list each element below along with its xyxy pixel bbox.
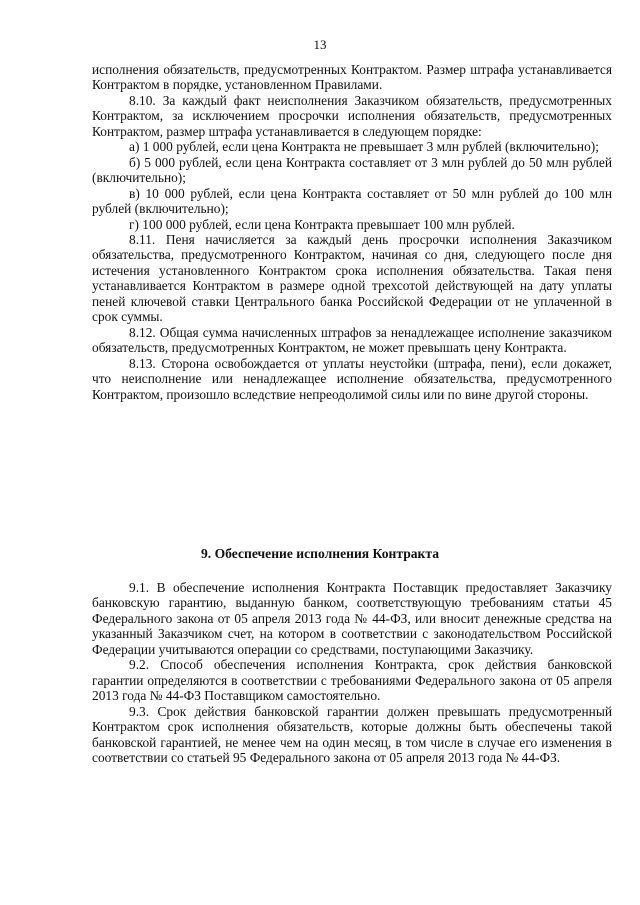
section-8-paragraph: г) 100 000 рублей, если цена Контракта превышает 100 млн рублей. [129,216,515,232]
section-8-paragraph: 8.12. Общая сумма начисленных штрафов за ненадлежащее исполнение заказчиком обязательств, предусмотренных Контрактом, не может превышать цену Контракта. [92,324,612,356]
section-8-paragraph: 8.13. Сторона освобождается от уплаты неустойки (штрафа, пени), если докажет, что неисполнение или ненадлежащее исполнение обязательства, предусмотренного Контрактом, произошло вследствие непреодолимой силы или по вине другой стороны. [92,355,612,402]
section-9-text [92,580,612,765]
section-9-paragraph: 9.3. Срок действия банковской гарантии должен превышать предусмотренный Контрактом срок исполнения обязательств, которые должны быть обеспечены такой банковской гарантией, не менее чем на один месяц, в том числе в случае его изменения в соответствии со статьей 95 Федерального закона от 05 апреля 2013 года № 44-ФЗ. [92,703,612,765]
section-8-paragraph: б) 5 000 рублей, если цена Контракта составляет от 3 млн рублей до 50 млн рублей (включительно); [92,154,612,186]
page-number: 13 [313,37,327,52]
section-8-paragraph: в) 10 000 рублей, если цена Контракта составляет от 50 млн рублей до 100 млн рублей (включительно); [92,185,612,217]
section-9-paragraph: 9.1. В обеспечение исполнения Контракта Поставщик предоставляет Заказчику банковскую гарантию, выданную банком, соответствующую требованиям статьи 45 Федерального закона от 05 апреля 2013 года № 44-ФЗ, или вносит денежные средства на указанный Заказчиком счет, на котором в соответствии с законодательством Российской Федерации учитываются операции со средствами, поступающими Заказчику. [92,580,612,657]
section-8-text [92,62,612,402]
section-8-paragraph: 8.11. Пеня начисляется за каждый день просрочки исполнения Заказчиком обязательства, предусмотренного Контрактом, начиная со дня, следующего после дня истечения установленного Контрактом срока исполнения обязательства. Такая пеня устанавливается Контрактом в размере одной трехсотой действующей на дату уплаты пеней ключевой ставки Центрального банка Российской Федерации от не уплаченной в срок суммы. [92,231,612,325]
section-8-paragraph: 8.10. За каждый факт неисполнения Заказчиком обязательств, предусмотренных Контрактом, за исключением просрочки исполнения обязательств, предусмотренных Контрактом, размер штрафа устанавливается в следующем порядке: [92,92,612,139]
section-heading: 9. Обеспечение исполнения Контракта [200,546,440,561]
section-8-paragraph: исполнения обязательств, предусмотренных Контрактом. Размер штрафа устанавливается Контрактом в порядке, установленном Правилами. [92,62,612,93]
section-9-paragraph: 9.2. Способ обеспечения исполнения Контракта, срок действия банковской гарантии определяются в соответствии с требованиями Федерального закона от 05 апреля 2013 года № 44-ФЗ Поставщиком самостоятельно. [92,657,612,704]
section-8-paragraph: а) 1 000 рублей, если цена Контракта не превышает 3 млн рублей (включительно); [129,139,599,155]
